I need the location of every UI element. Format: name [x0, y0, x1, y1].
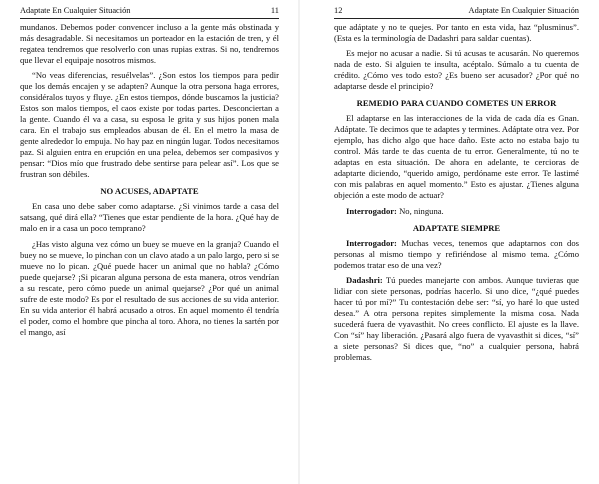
- paragraph: “No veas diferencias, resuélvelas”. ¿Son estos los tiempos para pedir que los demás encajen y se adapten? Aunque la otra persona haga errores, considéralos tuyos y fluye. ¿En estos tiempos, dónde buscamos la justicia? Estos son malos tiempos, el caos existe por todas partes. Desconciertan a la gente. Cuando él va a casa, su esposa le grita y sus hijos ponen mala cara. En el trabajo sus empleados abusan de él. En el metro la masa de gente alrededor lo empuja. No hay paz en ningún lugar. Todos necesitamos paz. Si alguien entra en erupción en una pelea, debemos ser compasivos y pensar: “Dios mío que frustrado debe sentirse para pelear así”. Los que se frustran son débiles.: [20, 70, 279, 180]
- paragraph: El adaptarse en las interacciones de la vida de cada día es Gnan. Adáptate. Te decimos que te adaptes y termines. Adáptate otra vez. Por ejemplo, has dicho algo que hace daño. Este acto no estaba bajo tu control. Más tarde te das cuenta de tu error. Generalmente, tú no te adaptas en esta situación. De ahora en adelante, te cercioras de adaptarte diciendo, “querido amigo, perdóname este error. Te lastimé con mis palabras en aquel momento.” Esto es ajustar. ¿Tienes alguna objeción a este modo de actuar?: [334, 113, 579, 201]
- section-heading: REMEDIO PARA CUANDO COMETES UN ERROR: [356, 98, 557, 109]
- running-title: Adaptate En Cualquier Situación: [468, 6, 579, 15]
- left-body: [20, 22, 279, 338]
- running-head-right: [334, 6, 579, 19]
- page-number: 11: [270, 6, 279, 15]
- speaker-label: Interrogador:: [346, 205, 397, 216]
- running-title: Adaptate En Cualquier Situación: [20, 6, 131, 15]
- dialogue-paragraph: [334, 206, 579, 217]
- right-page: [300, 0, 599, 484]
- paragraph: En casa uno debe saber como adaptarse. ¿Si vinimos tarde a casa del satsang, qué dirá ella? “Tienes que estar pendiente de la hora. ¿Qué hay de malo en ir a casa un poco temprano?: [20, 201, 279, 234]
- section-heading: ADAPTATE SIEMPRE: [412, 222, 501, 233]
- running-head-left: [20, 6, 279, 19]
- page-number: 12: [334, 6, 343, 15]
- speaker-label: Interrogador:: [346, 237, 397, 248]
- paragraph: mundanos. Debemos poder convencer incluso a la gente más obstinada y más desagradable. Si necesitamos un porteador en la estación de tren, y él regatea tendremos que resolverlo con unas rupias extras. Si no, tendremos que llevar el equipaje nosotros mismos.: [20, 22, 279, 65]
- paragraph: ¿Has visto alguna vez cómo un buey se mueve en la granja? Cuando el buey no se mueve, lo pinchan con un clavo atado a un palo largo, pero si se mueve no lo pican. ¿Qué puede hacer un animal que no habla? ¿Cómo puede quejarse? ¡Si picaran alguna persona de esta manera, otros vendrían a su rescate, pero cómo puede un animal quejarse? ¿Por qué un animal sufre de este modo? Es por el resultado de sus acciones de su vida anterior. En su vida anterior él habrá acusado a otros. En aquel momento él tendría el poder, como el hombre que pincha al toro. Ahora, no tienes la sartén por el mango, así: [20, 238, 280, 337]
- section-heading: NO ACUSES, ADAPTATE: [100, 186, 199, 197]
- left-page: [0, 0, 298, 484]
- paragraph: Es mejor no acusar a nadie. Si tú acusas te acusarán. No queremos nada de esto. Si alguien te insulta, acéptalo. Súmalo a tu cuenta de crédito. ¿Cómo ves todo esto? ¿Es bueno ser acusador? ¿Por qué no adaptarse desde el principio?: [334, 48, 579, 92]
- paragraph: que adáptate y no te quejes. Por tanto en esta vida, haz “plusminus”. (Esta es la terminología de Dadashri para saldar cuentas).: [334, 22, 579, 43]
- speaker-label: Dadashri:: [346, 275, 383, 286]
- right-body: [334, 22, 579, 363]
- dialogue-text: Muchas veces, tenemos que adaptarnos con dos personas al mismo tiempo y refiriéndose al mismo tema. ¿Cómo podemos tratar eso de una vez?: [334, 237, 579, 270]
- dialogue-text: No, ninguna.: [396, 205, 444, 216]
- dialogue-paragraph: [334, 275, 579, 363]
- dialogue-text: Tú puedes manejarte con ambos. Aunque tuvieras que lidiar con siete personas, podrías hacerlo. Si uno dice, “¿qué puedes hacer tú por mí?” Tu contestación debe ser: “sí, yo haré lo que usted desea.” A otra persona repites simplemente la misma cosa. Nada sucederá fuera de vyavasthit. No crees conflicto. El ajuste es la llave. Con “sí” hay liberación. ¿Pasará algo fuera de vyavasthit si dices, “sí” a siete personas? Si dices que, “no” a cualquier persona, habrá problemas.: [334, 275, 579, 363]
- dialogue-paragraph: [334, 238, 579, 271]
